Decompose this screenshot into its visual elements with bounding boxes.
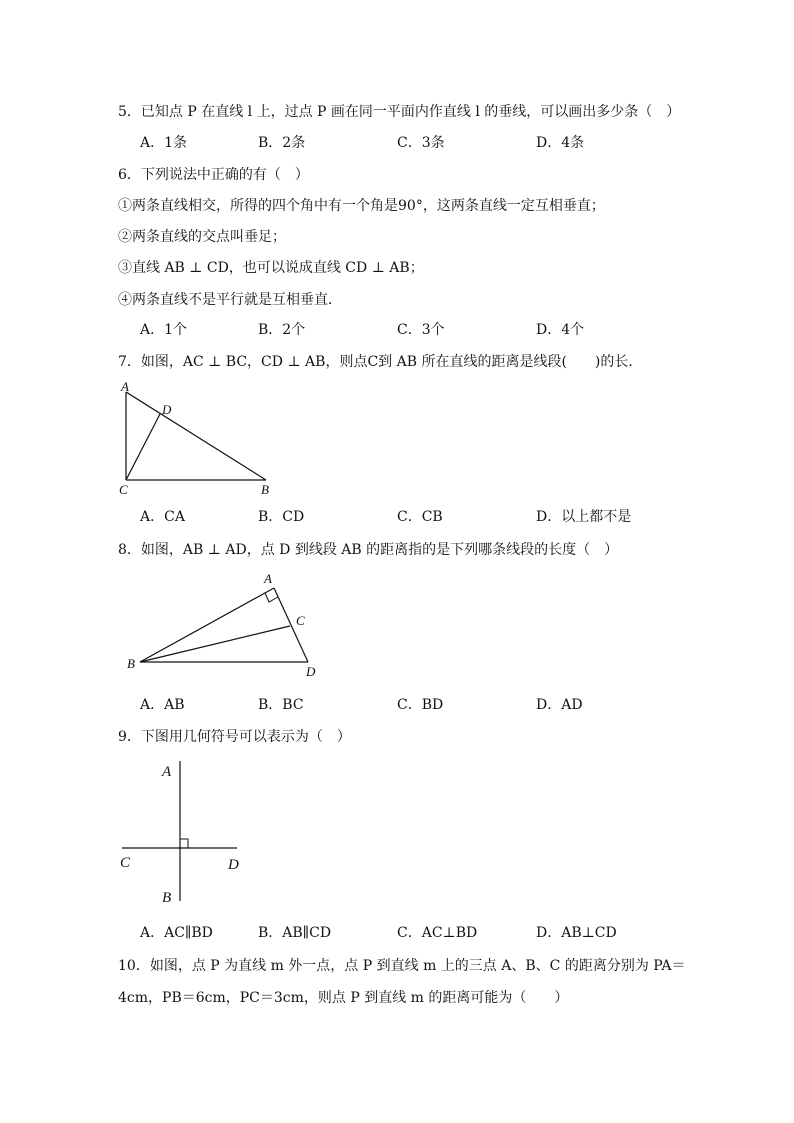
q8-option-a: A．AB [140, 697, 185, 713]
q7-label-b: B [261, 482, 269, 497]
q9-label-c: C [120, 855, 131, 871]
q7-option-d: D．以上都不是 [536, 509, 632, 525]
q6-option-c: C．3个 [397, 322, 445, 338]
q6-stem: 6．下列说法中正确的有（ ） [118, 167, 309, 183]
q8-label-a: A [264, 571, 272, 586]
q8-option-b: B．BC [258, 697, 304, 713]
q9-label-b: B [162, 890, 172, 906]
q7-option-c: C．CB [397, 509, 443, 525]
q6-option-b: B．2个 [258, 322, 306, 338]
q5-option-b: B．2条 [258, 135, 306, 151]
q9-label-d: D [228, 857, 239, 873]
q6-statement-3: ③直线 AB ⊥ CD，也可以说成直线 CD ⊥ AB； [118, 260, 424, 276]
q7-stem: 7．如图，AC ⊥ BC，CD ⊥ AB，则点C到 AB 所在直线的距离是线段( )的长． [118, 354, 643, 370]
q8-figure-triangle [118, 566, 333, 686]
q9-option-d: D．AB⊥CD [536, 925, 617, 941]
q7-label-c: C [119, 482, 128, 497]
q5-option-c: C．3条 [397, 135, 445, 151]
q5-stem: 5．已知点 P 在直线 l 上，过点 P 画在同一平面内作直线 l 的垂线，可以画出多少条（ ） [118, 104, 681, 120]
q6-option-a: A．1个 [140, 322, 188, 338]
q5-option-a: A．1条 [140, 135, 188, 151]
q10-stem-line-1: 10．如图，点 P 为直线 m 外一点，点 P 到直线 m 上的三点 A、B、C 的距离分别为 PA＝ [118, 958, 686, 974]
q10-stem-line-2: 4cm，PB＝6cm，PC＝3cm，则点 P 到直线 m 的距离可能为（ ） [118, 990, 569, 1006]
q7-segment-ab [126, 392, 266, 480]
q9-right-angle-mark [180, 839, 188, 848]
q6-statement-1: ①两条直线相交，所得的四个角中有一个角是90°，这两条直线一定互相垂直； [118, 198, 605, 214]
q9-option-c: C．AC⊥BD [397, 925, 478, 941]
q6-statement-4: ④两条直线不是平行就是互相垂直． [118, 292, 342, 308]
q5-option-d: D．4条 [536, 135, 585, 151]
q7-label-d: D [162, 402, 172, 417]
q9-figure-perpendicular [115, 755, 250, 910]
q8-segment-ba [140, 588, 274, 662]
q9-option-b: B．AB∥CD [258, 925, 332, 941]
q8-option-c: C．BD [397, 697, 444, 713]
q7-option-a: A．CA [140, 509, 185, 525]
q9-stem: 9．下图用几何符号可以表示为（ ） [118, 729, 351, 745]
q8-label-c: C [296, 613, 305, 628]
q9-label-a: A [162, 764, 172, 780]
q6-statement-2: ②两条直线的交点叫垂足； [118, 229, 286, 245]
q8-option-d: D．AD [536, 697, 583, 713]
q8-label-d: D [306, 664, 316, 679]
q7-segment-cd [126, 414, 160, 480]
q6-option-d: D．4个 [536, 322, 585, 338]
q7-option-b: B．CD [258, 509, 305, 525]
q8-label-b: B [127, 656, 135, 671]
q9-option-a: A．AC∥BD [140, 925, 213, 941]
q7-label-a: A [121, 379, 129, 394]
q8-stem: 8．如图，AB ⊥ AD，点 D 到线段 AB 的距离指的是下列哪条线段的长度（ ） [118, 542, 619, 558]
q8-segment-bc [140, 626, 290, 662]
q8-right-angle-mark [265, 593, 278, 602]
q7-figure-triangle [110, 378, 290, 503]
